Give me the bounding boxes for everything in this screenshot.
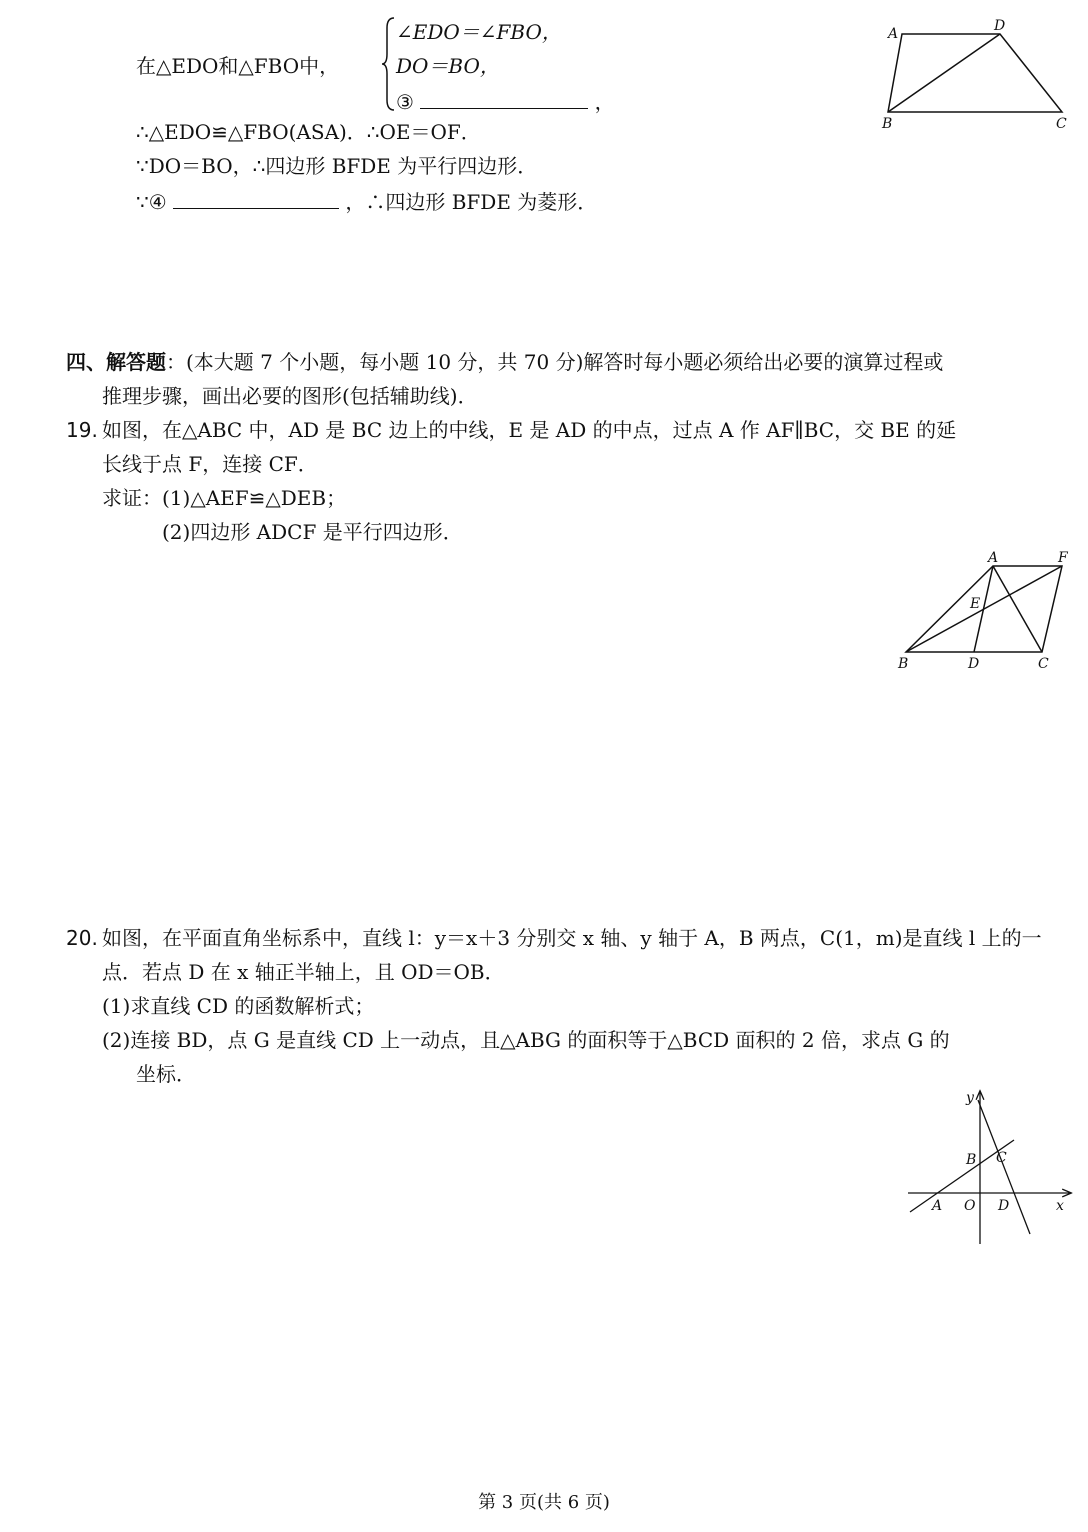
section4-heading (66, 350, 943, 374)
fig18-label-C: C (1056, 116, 1067, 132)
system-eq-3 (396, 88, 615, 114)
section4-desc-1: ：(本大题 7 个小题，每小题 10 分，共 70 分)解答时每小题必须给出必要的演算过程或 (166, 350, 944, 374)
figure-q19 (892, 544, 1082, 674)
blank-4-field[interactable] (173, 188, 339, 209)
blank-3-end: ， (594, 90, 615, 114)
q20-part-2b: 坐标． (136, 1062, 196, 1086)
fig20-label-C: C (996, 1150, 1007, 1166)
fig18-label-B: B (882, 116, 893, 132)
fig19-label-B: B (898, 656, 909, 672)
fig19-label-E: E (970, 596, 981, 612)
q19-number: 19. (66, 418, 98, 442)
system-brace (382, 16, 396, 112)
blank-4-number: ∵④ (136, 190, 167, 214)
fig20-label-O: O (964, 1198, 976, 1214)
page-footer: 第 3 页(共 6 页) (478, 1492, 610, 1513)
q19-line-2: 长线于点 F，连接 CF． (102, 452, 318, 476)
proof-conclusion-3 (136, 188, 597, 214)
blank-3-number: ③ (396, 90, 414, 114)
fig20-label-y: y (966, 1090, 974, 1106)
section4-desc-2: 推理步骤，画出必要的图形(包括辅助线)． (102, 384, 478, 408)
fig18-label-D: D (994, 18, 1006, 34)
proof-conclusion-1: ∴△EDO≌△FBO(ASA)．∴OE＝OF． (136, 120, 481, 144)
q20-line-1: 如图，在平面直角坐标系中，直线 l：y＝x＋3 分别交 x 轴、y 轴于 A，B 两点，C(1，m)是直线 l 上的一 (102, 926, 1042, 950)
q20-part-2a: (2)连接 BD，点 G 是直线 CD 上一动点，且△ABG 的面积等于△BCD 面积的 2 倍，求点 G 的 (102, 1028, 950, 1052)
fig19-label-A: A (988, 550, 999, 566)
fig18-label-A: A (888, 26, 899, 42)
fig19-label-D: D (968, 656, 980, 672)
blank-4-end: ，∴四边形 BFDE 为菱形． (345, 190, 598, 214)
fig19-label-F: F (1058, 550, 1068, 566)
fig20-label-A: A (932, 1198, 943, 1214)
q20-line-2: 点．若点 D 在 x 轴正半轴上，且 OD＝OB． (102, 960, 505, 984)
system-eq-2: DO＝BO， (396, 54, 500, 78)
proof-setup-line: 在△EDO和△FBO中， (136, 54, 340, 78)
section4-title: 四、解答题 (66, 350, 166, 374)
proof-conclusion-2: ∵DO＝BO，∴四边形 BFDE 为平行四边形． (136, 154, 538, 178)
q20-part-1: (1)求直线 CD 的函数解析式； (102, 994, 375, 1018)
fig20-label-B: B (966, 1152, 977, 1168)
q19-prove-1: 求证：(1)△AEF≌△DEB； (102, 486, 347, 510)
fig19-label-C: C (1038, 656, 1049, 672)
figure-q20 (902, 1088, 1082, 1248)
q20-number: 20. (66, 926, 98, 950)
q19-line-1: 如图，在△ABC 中，AD 是 BC 边上的中线，E 是 AD 的中点，过点 A 作 AF∥BC，交 BE 的延 (102, 418, 957, 442)
system-eq-1: ∠EDO＝∠FBO， (396, 20, 562, 44)
figure-trapezoid (878, 12, 1078, 132)
fig20-label-D: D (998, 1198, 1010, 1214)
fig20-label-x: x (1056, 1198, 1064, 1214)
q19-prove-2: (2)四边形 ADCF 是平行四边形． (162, 520, 463, 544)
blank-3-field[interactable] (420, 88, 588, 109)
